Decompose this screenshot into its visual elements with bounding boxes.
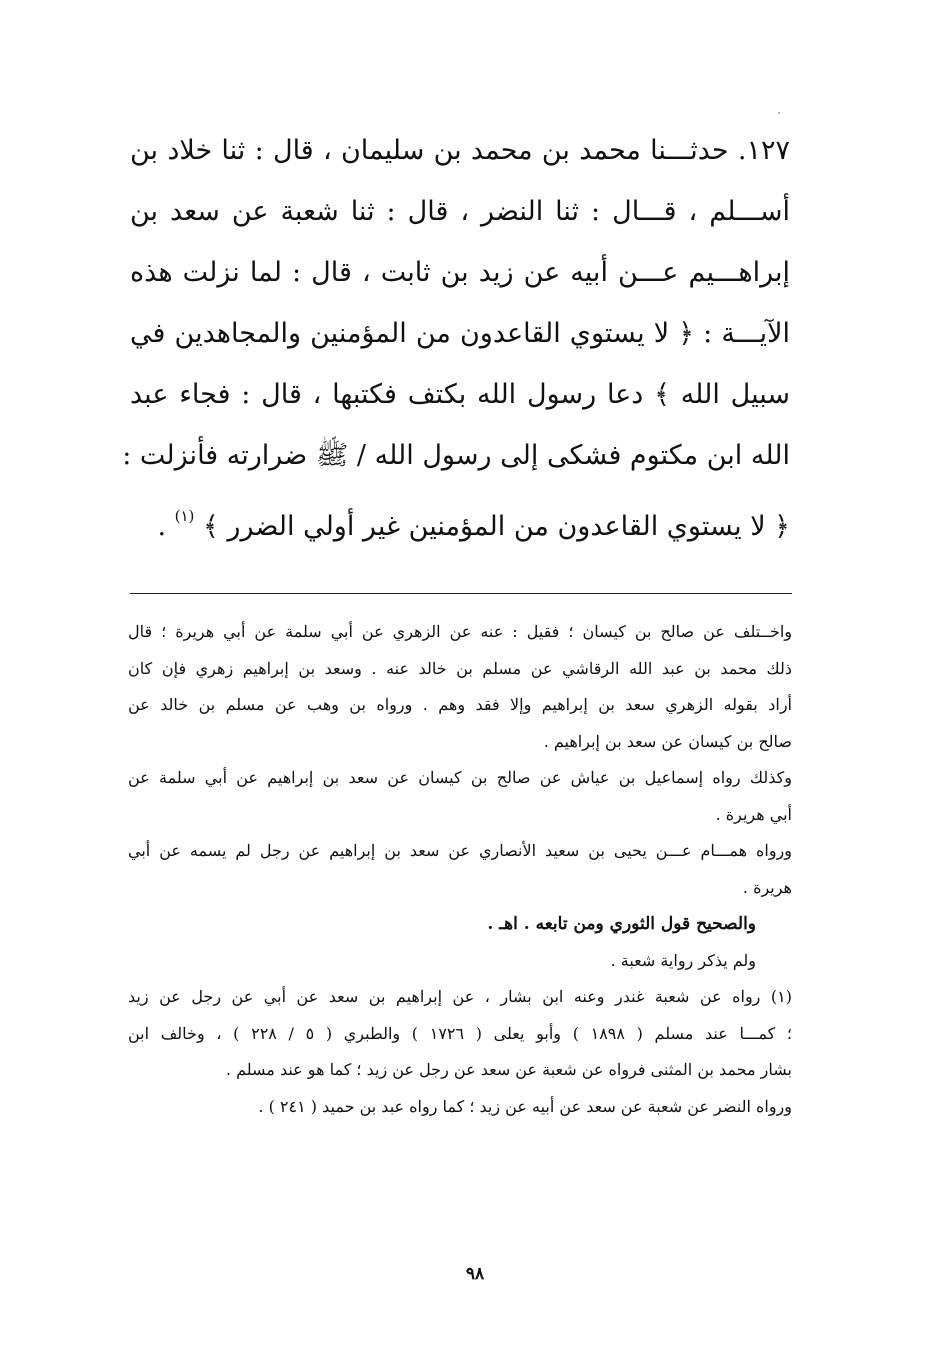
footnote-line-11: (١) رواه عن شعبة غندر وعنه ابن بشار ، عن إبراهيم بن سعد عن أبي عن رجل عن زيد <box>128 987 792 1006</box>
scan-speck <box>778 112 780 114</box>
main-line-2: أســـلم ، قـــال : ثنا النضر ، قال : ثنا شعبة عن سعد بن <box>130 196 790 227</box>
footnote-line-5: وكذلك رواه إسماعيل بن عياش عن صالح بن كيسان عن سعد بن إبراهيم عن أبي سلمة عن <box>128 768 792 787</box>
footnote-separator <box>130 593 792 594</box>
hadith-text <box>122 120 790 557</box>
footnote-line-4: صالح بن كيسان عن سعد بن إبراهيم . <box>543 731 792 751</box>
footnote-line-8: هريرة . <box>742 877 792 897</box>
main-line-1: ١٢٧. حدثـــنا محمد بن محمد بن سليمان ، قال : ثنا خلاد بن <box>130 135 790 166</box>
footnote-line-13: بشار محمد بن المثنى فرواه عن شعبة عن سعد عن رجل عن زيد ؛ كما هو عند مسلم . <box>225 1060 792 1079</box>
main-line-7 <box>130 486 790 557</box>
footnote-line-10: ولم يذكر رواية شعبة . <box>610 950 756 970</box>
footnote-line-9: والصحيح قول الثوري ومن تابعه . اهـ . <box>487 914 756 934</box>
footnotes-section <box>128 614 792 1125</box>
footnote-line-2: ذلك محمد بن عبد الله الرقاشي عن مسلم بن خالد عنه . وسعد بن إبراهيم زهري فإن كان <box>128 658 792 678</box>
page-number: ٩٨ <box>465 1264 485 1284</box>
main-line-4: الآيـــة : ﴿ لا يستوي القاعدون من المؤمنين والمجاهدين في <box>130 318 790 349</box>
footnote-line-12: ؛ كمـــا عند مسلم ( ١٨٩٨ ) وأبو يعلى ( ١٧٢٦ ) والطبري ( ٥ / ٢٢٨ ) ، وخالف ابن <box>128 1023 793 1043</box>
footnote-line-6: أبي هريرة . <box>715 804 792 824</box>
footnote-line-1: واخــتلف عن صالح بن كيسان ؛ فقيل : عنه عن الزهري عن أبي سلمة عن أبي هريرة ؛ قال <box>128 622 792 641</box>
footnote-line-7: ورواه همـــام عـــن يحيى بن سعيد الأنصاري عن سعد بن إبراهيم عن رجل لم يسمه عن أبي <box>128 841 792 860</box>
main-line-3: إبراهـــيم عـــن أبيه عن زيد بن ثابت ، قال : لما نزلت هذه <box>130 257 790 288</box>
main-line-5: سبيل الله ﴾ دعا رسول الله بكتف فكتبها ، قال : فجاء عبد <box>130 379 790 410</box>
footnote-line-14: ورواه النضر عن شعبة عن سعد عن أبيه عن زيد ؛ كما رواه عبد بن حميد ( ٢٤١ ) . <box>258 1096 792 1116</box>
main-line-6: الله ابن مكتوم فشكى إلى رسول الله / ﷺ ضرارته فأنزلت : <box>122 440 790 471</box>
footnote-reference: (١) <box>174 507 195 525</box>
footnote-line-3: أراد بقوله الزهري سعد بن إبراهيم وإلا فقد وهم . ورواه بن وهب عن مسلم بن خالد عن <box>128 695 792 714</box>
main-line-7-text: ﴿ لا يستوي القاعدون من المؤمنين غير أولي الضرر ﴾ <box>203 511 790 542</box>
end-mark: . <box>157 511 167 542</box>
